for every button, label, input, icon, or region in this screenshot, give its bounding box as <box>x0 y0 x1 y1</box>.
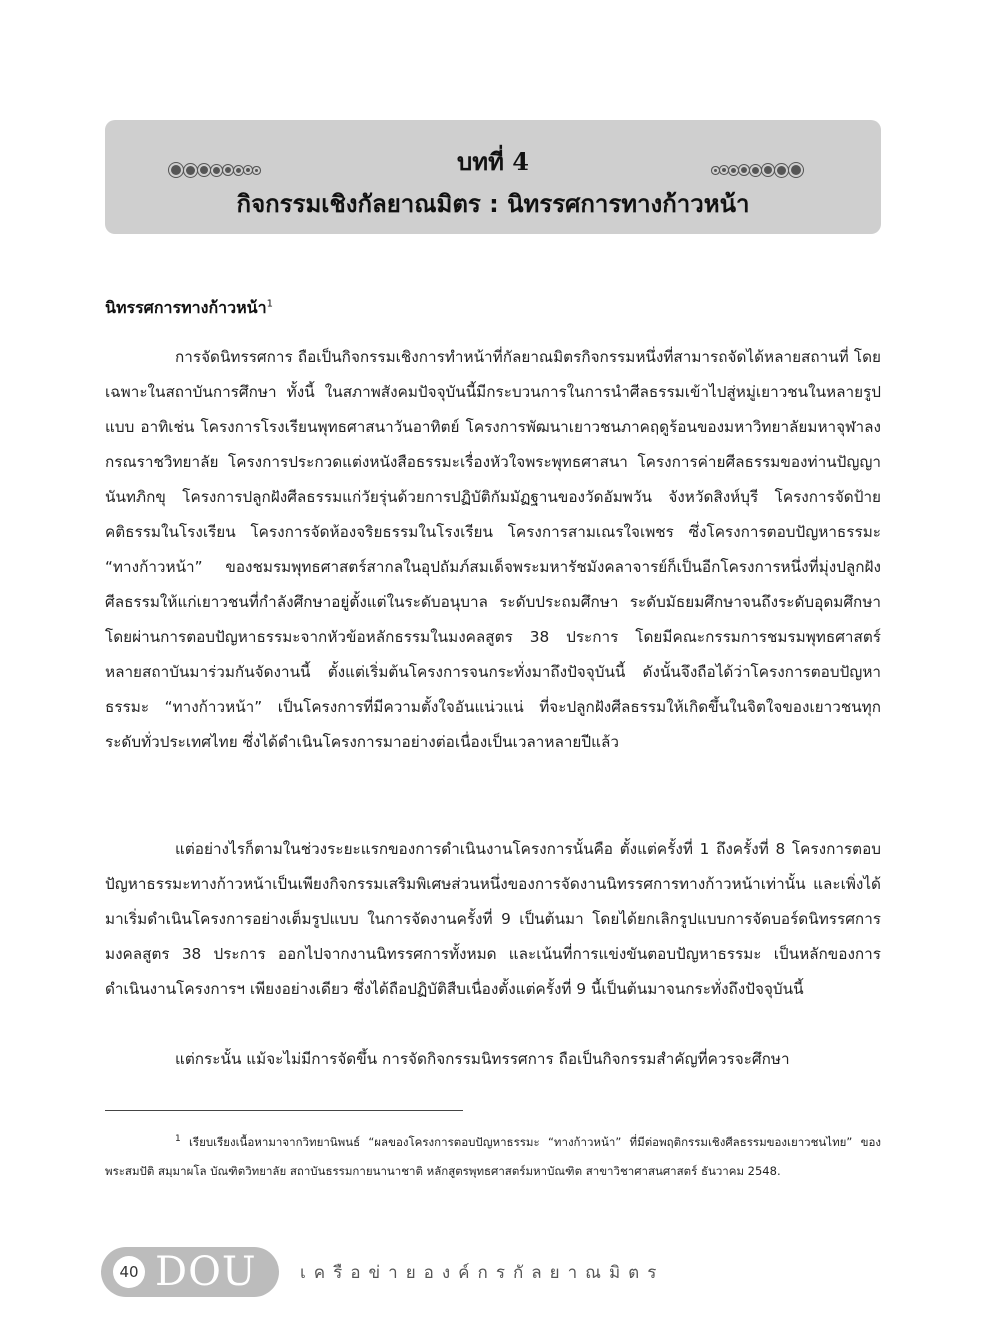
body-paragraph: แต่อย่างไรก็ตามในช่วงระยะแรกของการดำเนินงานโครงการนั้นคือ ตั้งแต่ครั้งที่ 1 ถึงครั้งที่ 8 โครงการตอบปัญหาธรรมะทางก้าวหน้าเป็นเพียงกิจกรรมเสริมพิเศษส่วนหนึ่งของการจัดงานนิทรรศการทางก้าวหน้าเท่านั้น และเพิ่งได้มาเริ่มดำเนินโครงการอย่างเต็มรูปแบบ ในการจัดงานครั้งที่ 9 เป็นต้นมา โดยได้ยกเลิกรูปแบบการจัดบอร์ดนิทรรศการมงคลสูตร 38 ประการ ออกไปจากงานนิทรรศการทั้งหมด และเน้นที่การแข่งขันตอบปัญหาธรรมะ เป็นหลักของการดำเนินงานโครงการฯ เพียงอย่างเดียว ซึ่งได้ถือปฏิบัติสืบเนื่องตั้งแต่ครั้งที่ 9 นี้เป็นต้นมาจนกระทั่งถึงปัจจุบันนี้ <box>105 840 881 998</box>
running-title: เครือข่ายองค์กรกัลยาณมิตร <box>300 1263 665 1283</box>
section-heading <box>105 296 881 321</box>
decorative-dots-right-icon <box>714 160 801 180</box>
brand-logo: DOU <box>155 1249 257 1295</box>
footnote-reference[interactable]: 1 <box>266 298 273 310</box>
page-footer-badge <box>101 1247 279 1297</box>
footnote-marker: 1 <box>175 1134 181 1144</box>
section-heading-text: นิทรรศการทางก้าวหน้า <box>105 298 267 317</box>
page-number: 40 <box>113 1256 145 1288</box>
footnote-text: เรียบเรียงเนื้อหามาจากวิทยานิพนธ์ “ผลของโครงการตอบปัญหาธรรมะ “ทางก้าวหน้า” ที่มีต่อพฤติกรรมเชิงศีลธรรมของเยาวชนไทย” ของ พระสมปัติ สมฺมาผโล บัณฑิตวิทยาลัย สถาบันธรรมกายนานาชาติ หลักสูตรพุทธศาสตร์มหาบัณฑิต สาขาวิชาศาสนศาสตร์ ธันวาคม 2548. <box>105 1134 881 1178</box>
chapter-subtitle: กิจกรรมเชิงกัลยาณมิตร : นิทรรศการทางก้าวหน้า <box>236 190 750 218</box>
footnote <box>105 1125 881 1186</box>
body-paragraph: แต่กระนั้น แม้จะไม่มีการจัดขึ้น การจัดกิจกรรมนิทรรศการ ถือเป็นกิจกรรมสำคัญที่ควรจะศึกษา <box>175 1050 790 1068</box>
footnote-divider <box>105 1110 463 1111</box>
body-paragraph: การจัดนิทรรศการ ถือเป็นกิจกรรมเชิงการทำหน้าที่กัลยาณมิตรกิจกรรมหนึ่งที่สามารถจัดได้หลายสถานที่ โดยเฉพาะในสถาบันการศึกษา ทั้งนี้ ในสภาพสังคมปัจจุบันนี้มีกระบวนการในการนำศีลธรรมเข้าไปสู่หมู่เยาวชนในหลายรูปแบบ อาทิเช่น โครงการโรงเรียนพุทธศาสนาวันอาทิตย์ โครงการพัฒนาเยาวชนภาคฤดูร้อนของมหาวิทยาลัยมหาจุฬาลงกรณราชวิทยาลัย โครงการประกวดแต่งหนังสือธรรมะเรื่องหัวใจพระพุทธศาสนา โครงการค่ายศีลธรรมของท่านปัญญานันทภิกขุ โครงการปลูกฝังศีลธรรมแก่วัยรุ่นด้วยการปฏิบัติกัมมัฏฐานของวัดอัมพวัน จังหวัดสิงห์บุรี โครงการจัดป้ายคติธรรมในโรงเรียน โครงการจัดห้องจริยธรรมในโรงเรียน โครงการสามเณรใจเพชร ซึ่งโครงการตอบปัญหาธรรมะ “ทางก้าวหน้า” ของชมรมพุทธศาสตร์สากลในอุปถัมภ์สมเด็จพระมหารัชมังคลาจารย์ก็เป็นอีกโครงการหนึ่งที่มุ่งปลูกฝังศีลธรรมให้แก่เยาวชนที่กำลังศึกษาอยู่ตั้งแต่ในระดับอนุบาล ระดับประถมศึกษา ระดับมัธยมศึกษาจนถึงระดับอุดมศึกษา โดยผ่านการตอบปัญหาธรรมะจากหัวข้อหลักธรรมในมงคลสูตร 38 ประการ โดยมีคณะกรรมการชมรมพุทธศาสตร์หลายสถาบันมาร่วมกันจัดงานนี้ ตั้งแต่เริ่มต้นโครงการจนกระทั่งมาถึงปัจจุบันนี้ ดังนั้นจึงถือได้ว่าโครงการตอบปัญหาธรรมะ “ทางก้าวหน้า” เป็นโครงการที่มีความตั้งใจอันแน่วแน่ ที่จะปลูกฝังศีลธรรมให้เกิดขึ้นในจิตใจของเยาวชนทุกระดับทั่วประเทศไทย ซึ่งได้ดำเนินโครงการมาอย่างต่อเนื่องเป็นเวลาหลายปีแล้ว <box>105 348 881 751</box>
chapter-header <box>105 120 881 234</box>
chapter-title: บทที่ 4 <box>457 147 529 176</box>
